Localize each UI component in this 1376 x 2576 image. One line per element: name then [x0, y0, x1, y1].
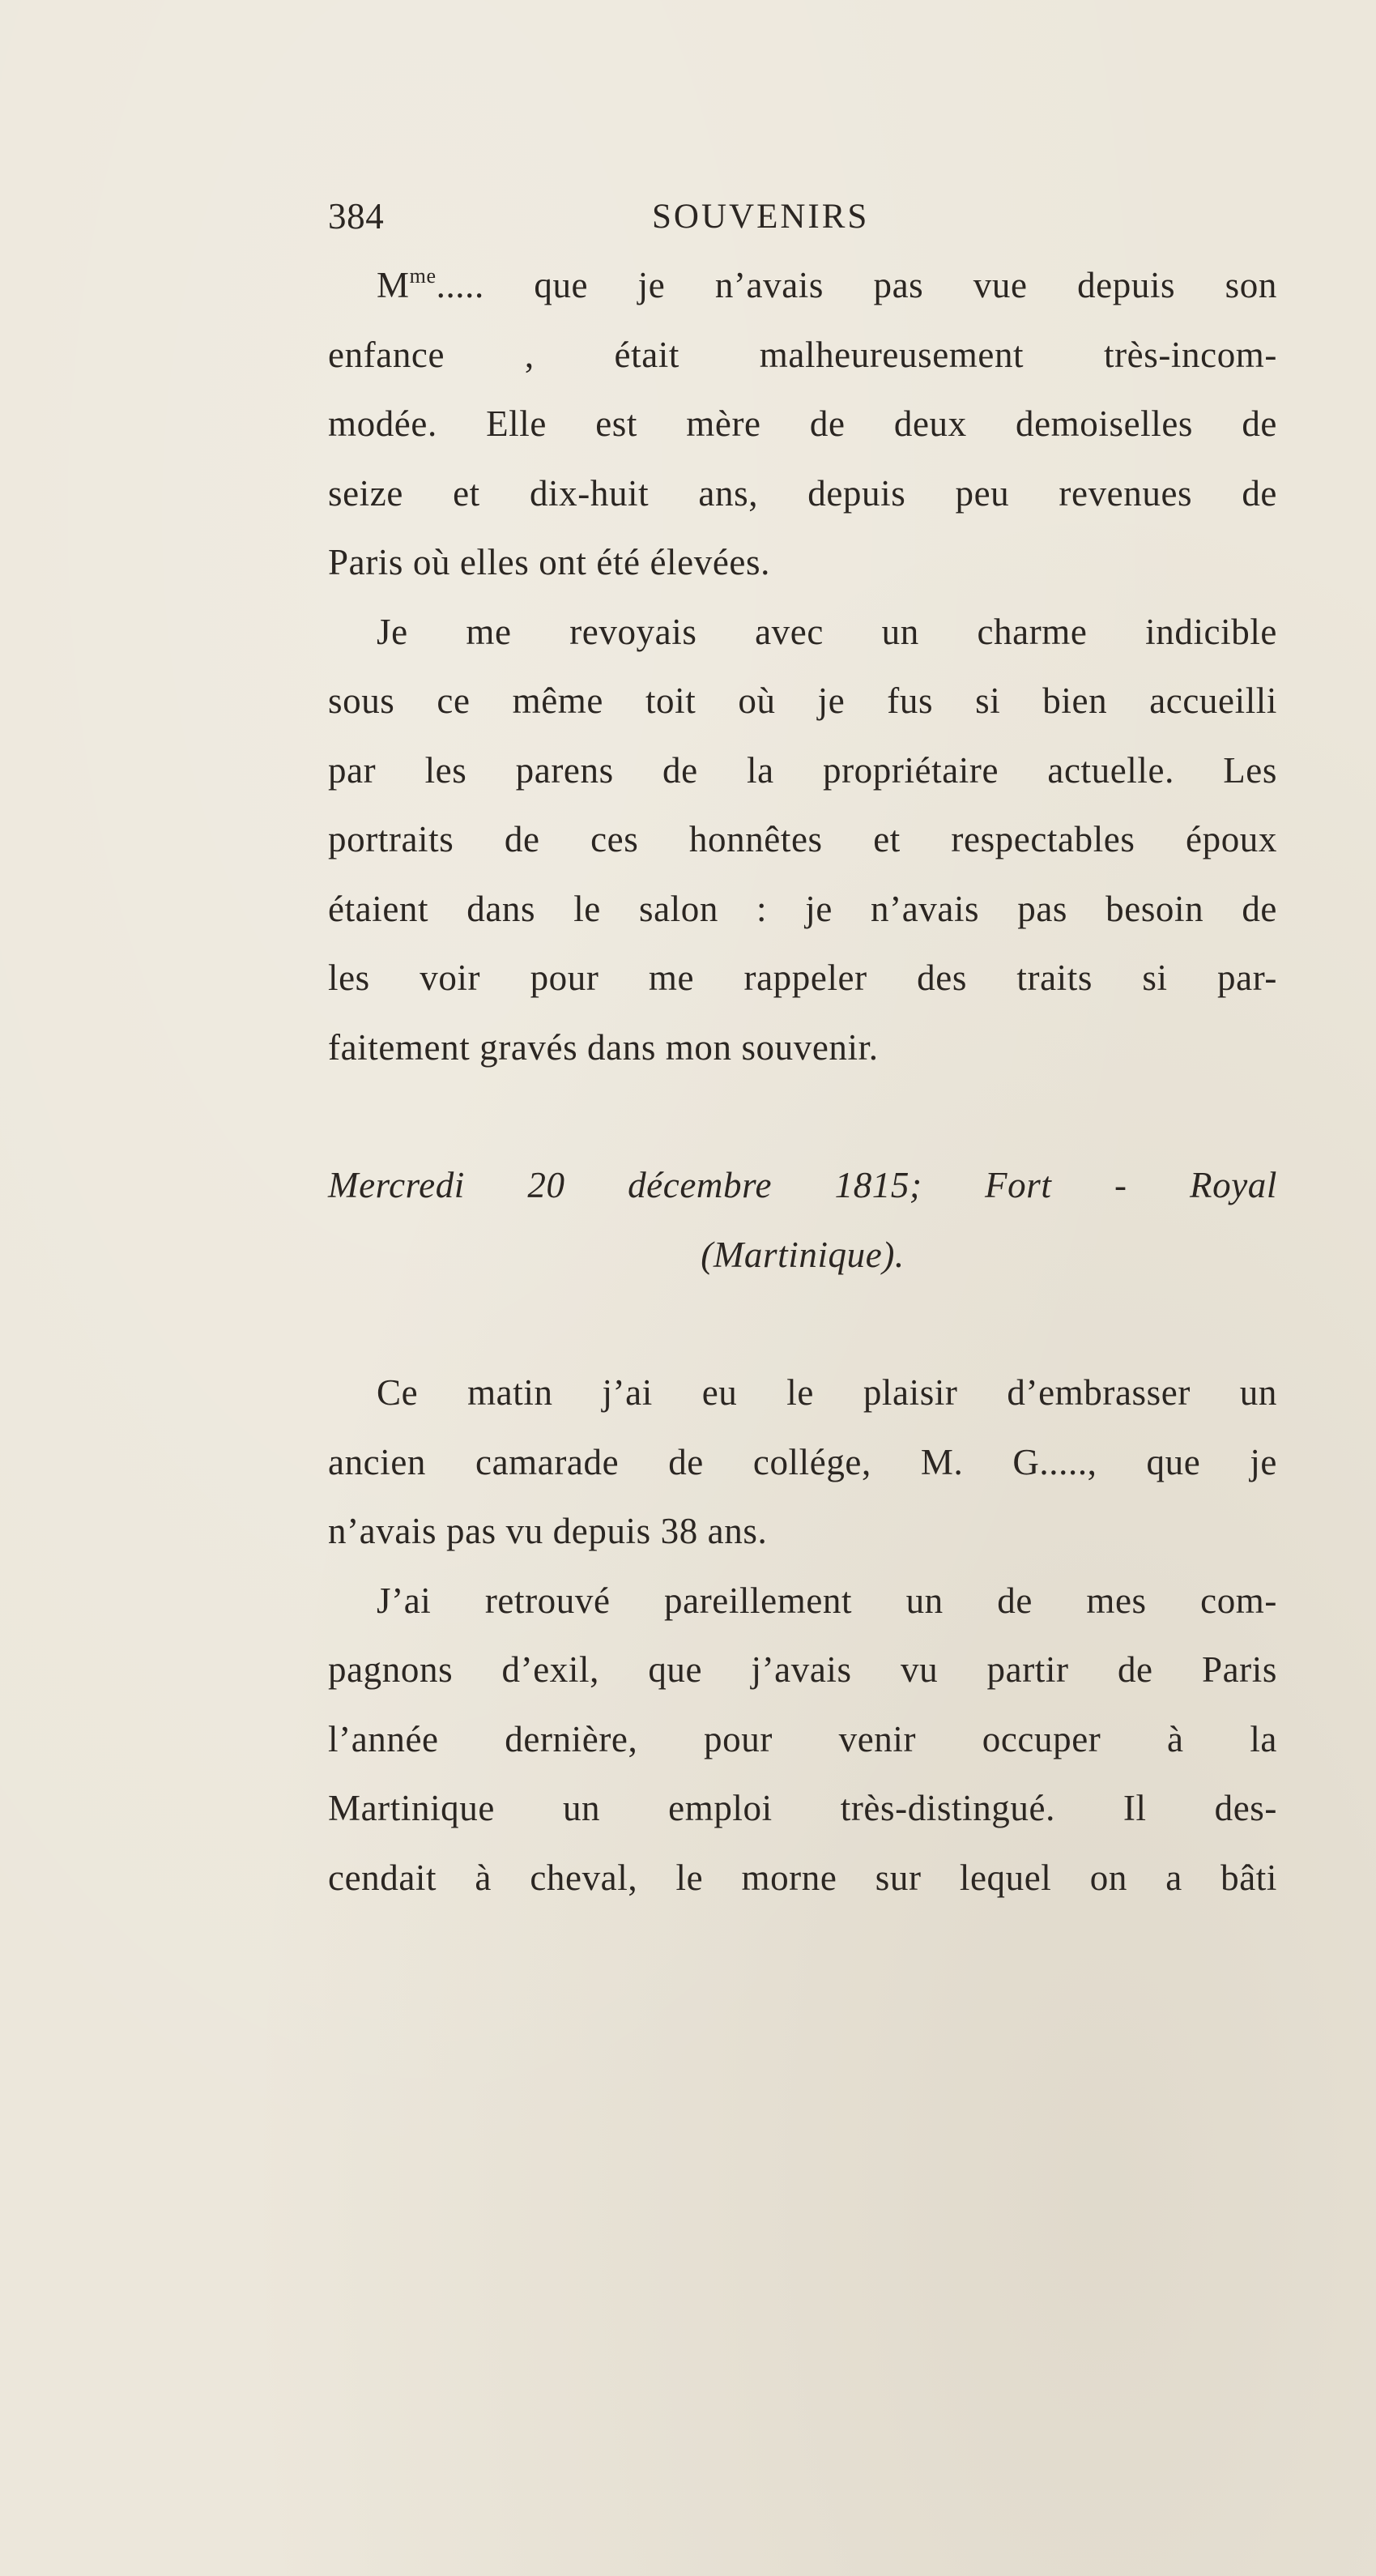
page-text: [328, 182, 1277, 1913]
paragraph-3: [328, 1358, 1277, 1567]
dateline-line: Mercredi 20 décembre 1815; Fort - Royal: [328, 1165, 1277, 1205]
text-line: cendait à cheval, le morne sur lequel on a bâti: [328, 1857, 1277, 1898]
text-line: par les parens de la propriétaire actuelle. Les: [328, 749, 1277, 791]
text-line: portraits de ces honnêtes et respectables époux: [328, 819, 1277, 859]
running-head: SOUVENIRS: [652, 198, 870, 236]
text-line: n’avais pas vu depuis 38 ans.: [328, 1511, 768, 1551]
text-line: Paris où elles ont été élevées.: [328, 542, 770, 582]
text-line: les voir pour me rappeler des traits si par-: [328, 957, 1277, 998]
text-line: pagnons d’exil, que j’avais vu partir de Paris: [328, 1649, 1277, 1690]
text-line: seize et dix-huit ans, depuis peu revenues de: [328, 472, 1277, 514]
paragraph-2: [328, 598, 1277, 1083]
text-line: étaient dans le salon : je n’avais pas besoin de: [328, 888, 1277, 929]
text-line: sous ce même toit où je fus si bien accueilli: [328, 680, 1277, 721]
paragraph-4: [328, 1567, 1277, 1913]
paragraph-1: [328, 251, 1277, 598]
text-line: Ce matin j’ai eu le plaisir d’embrasser un: [377, 1372, 1277, 1413]
text-line: l’année dernière, pour venir occuper à la: [328, 1718, 1277, 1759]
text-line: Martinique un emploi très-distingué. Il des-: [328, 1788, 1277, 1828]
page-number: 384: [328, 196, 385, 237]
dateline: [328, 1151, 1277, 1290]
text-line: ancien camarade de collége, M. G....., que je: [328, 1441, 1277, 1482]
page-header: [328, 182, 1277, 251]
text-line: Je me revoyais avec un charme indicible: [377, 611, 1277, 652]
dateline-place: (Martinique).: [701, 1234, 905, 1275]
text-line: J’ai retrouvé pareillement un de mes com-: [377, 1580, 1277, 1621]
text-line: modée. Elle est mère de deux demoiselles de: [328, 403, 1277, 444]
text-line: faitement gravés dans mon souvenir.: [328, 1026, 879, 1068]
text-line: enfance , était malheureusement très-incom-: [328, 334, 1277, 375]
section-spacer: [328, 1290, 1277, 1358]
text-line: $M^{me}$..... que je n’avais pas vue depuis son: [377, 264, 1277, 305]
